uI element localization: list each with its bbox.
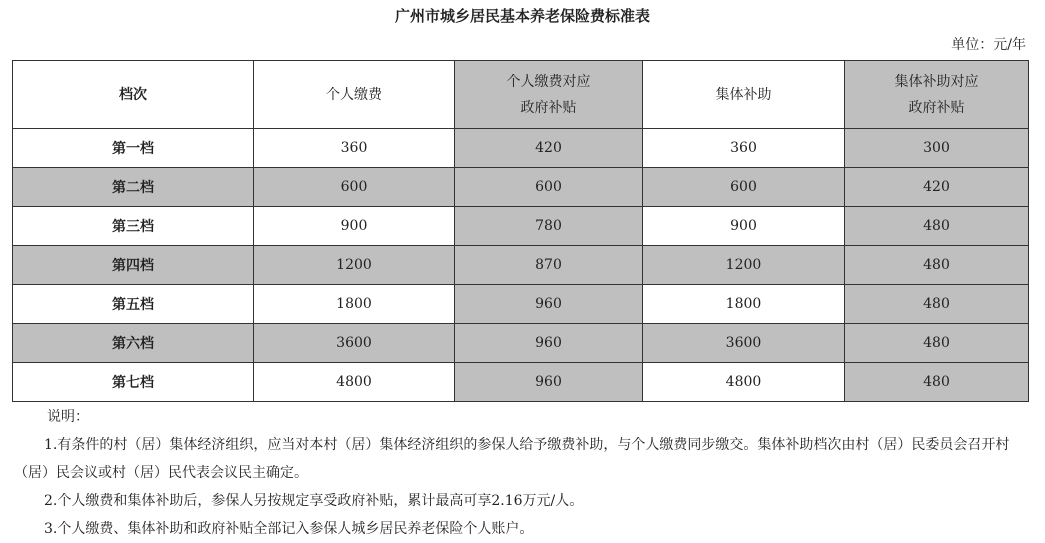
header-collective-gov-subsidy-line1: 集体补助对应 xyxy=(894,73,979,90)
header-personal-subsidy xyxy=(455,61,643,129)
table-row xyxy=(13,168,1029,207)
header-personal-subsidy-line2: 政府补贴 xyxy=(520,99,577,116)
cell-collective: 360 xyxy=(643,129,845,168)
cell-grade: 第一档 xyxy=(13,129,254,168)
cell-grade: 第五档 xyxy=(13,285,254,324)
table-row xyxy=(13,246,1029,285)
cell-collective-subsidy: 480 xyxy=(845,285,1029,324)
cell-personal-subsidy: 780 xyxy=(455,207,643,246)
cell-personal-subsidy: 870 xyxy=(455,246,643,285)
note-item: 3.个人缴费、集体补助和政府补贴全部记入参保人城乡居民养老保险个人账户。 xyxy=(44,521,534,537)
cell-collective-subsidy: 420 xyxy=(845,168,1029,207)
cell-grade: 第四档 xyxy=(13,246,254,285)
cell-personal: 1200 xyxy=(254,246,455,285)
cell-personal-subsidy: 420 xyxy=(455,129,643,168)
page-title: 广州市城乡居民基本养老保险费标准表 xyxy=(394,7,650,25)
cell-personal-subsidy: 600 xyxy=(455,168,643,207)
table-row xyxy=(13,324,1029,363)
cell-grade: 第七档 xyxy=(13,363,254,402)
note-item: 2.个人缴费和集体补助后，参保人另按规定享受政府补贴，累计最高可享2.16万元/人。 xyxy=(44,493,584,509)
cell-personal-subsidy: 960 xyxy=(455,363,643,402)
cell-grade: 第六档 xyxy=(13,324,254,363)
notes-section xyxy=(14,403,1034,543)
cell-personal: 360 xyxy=(254,129,455,168)
cell-collective-subsidy: 480 xyxy=(845,324,1029,363)
header-collective-gov-subsidy xyxy=(845,61,1029,129)
cell-collective: 1200 xyxy=(643,246,845,285)
header-collective-subsidy xyxy=(643,61,845,129)
header-personal-contribution xyxy=(254,61,455,129)
cell-grade: 第二档 xyxy=(13,168,254,207)
cell-collective: 3600 xyxy=(643,324,845,363)
cell-collective: 900 xyxy=(643,207,845,246)
table-row xyxy=(13,285,1029,324)
table-row xyxy=(13,363,1029,402)
notes-heading: 说明： xyxy=(47,409,89,425)
table-row xyxy=(13,207,1029,246)
note-item: 1.有条件的村（居）集体经济组织，应当对本村（居）集体经济组织的参保人给予缴费补助，与个人缴费同步缴交。集体补助档次由村（居）民委员会召开村（居）民会议或村（居）民代表会议民主确定。 xyxy=(14,437,1010,481)
unit-label: 单位：元/年 xyxy=(951,37,1026,53)
cell-collective-subsidy: 480 xyxy=(845,246,1029,285)
cell-collective-subsidy: 480 xyxy=(845,207,1029,246)
cell-personal-subsidy: 960 xyxy=(455,324,643,363)
cell-grade: 第三档 xyxy=(13,207,254,246)
header-personal-subsidy-line1: 个人缴费对应 xyxy=(506,73,591,90)
header-grade xyxy=(13,61,254,129)
cell-personal: 600 xyxy=(254,168,455,207)
cell-personal: 900 xyxy=(254,207,455,246)
cell-personal: 1800 xyxy=(254,285,455,324)
cell-personal: 3600 xyxy=(254,324,455,363)
table-header-row xyxy=(13,61,1029,129)
cell-personal-subsidy: 960 xyxy=(455,285,643,324)
header-collective-gov-subsidy-line2: 政府补贴 xyxy=(908,99,965,116)
header-personal-contribution-label: 个人缴费 xyxy=(326,86,382,103)
cell-collective-subsidy: 480 xyxy=(845,363,1029,402)
cell-personal: 4800 xyxy=(254,363,455,402)
header-grade-label: 档次 xyxy=(119,86,147,103)
cell-collective: 600 xyxy=(643,168,845,207)
cell-collective-subsidy: 300 xyxy=(845,129,1029,168)
cell-collective: 1800 xyxy=(643,285,845,324)
table-row xyxy=(13,129,1029,168)
cell-collective: 4800 xyxy=(643,363,845,402)
pension-standard-table xyxy=(12,60,1029,402)
header-collective-subsidy-label: 集体补助 xyxy=(715,86,772,103)
